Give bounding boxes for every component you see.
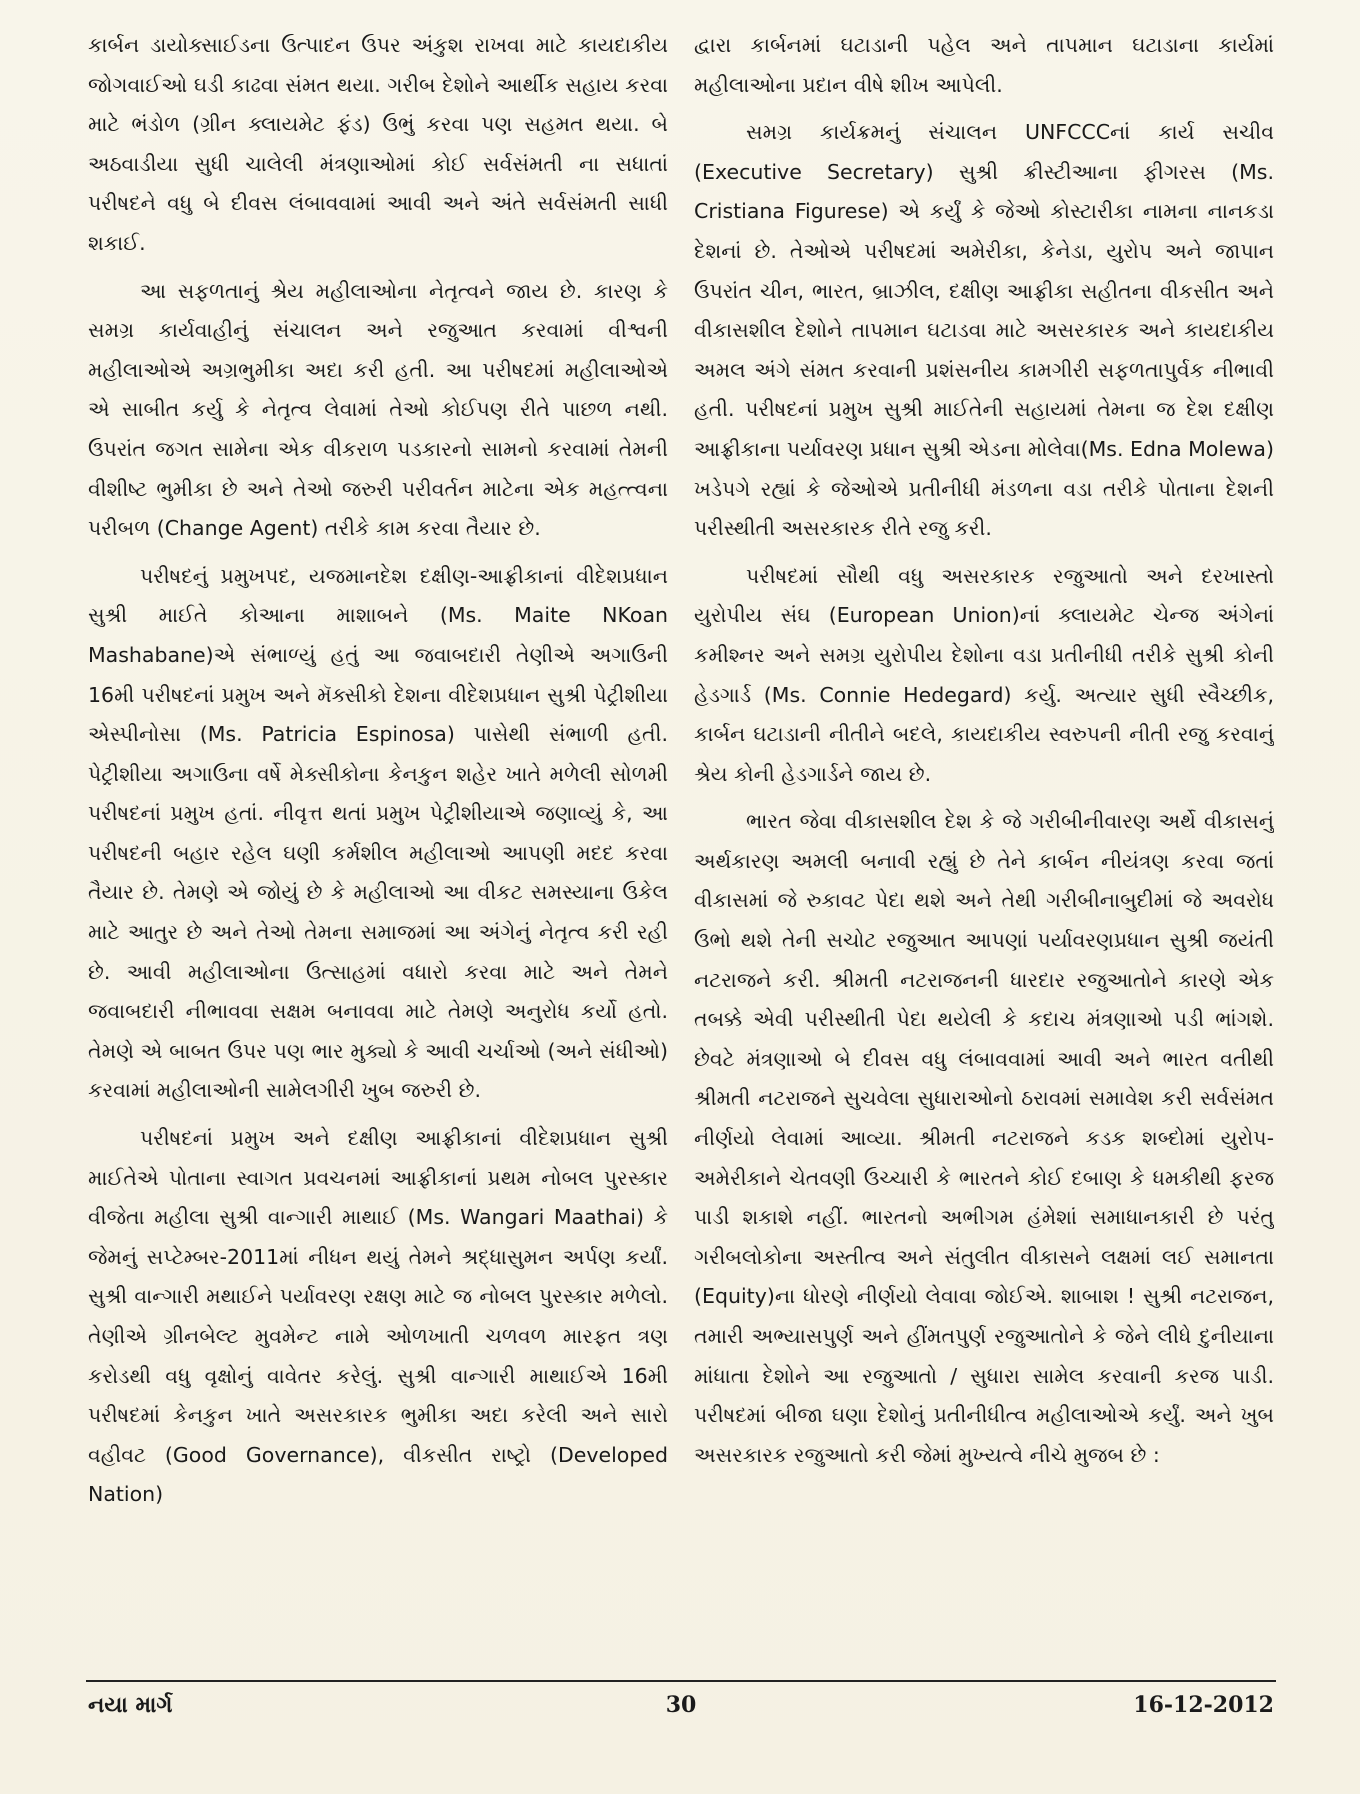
paragraph: સમગ્ર કાર્યક્રમનું સંચાલન UNFCCCનાં કાર્ય સચીવ (Executive Secretary) સુશ્રી ક્રીસ્ટીઆના ફીગરસ (Ms. Cristiana Figurese) એ કર્યું કે જેઓ કોસ્ટારીકા નામના નાનકડા દેશનાં છે. તેઓએ પરીષદમાં અમેરીકા, કેનેડા, યુરોપ અને જાપાન ઉપરાંત ચીન, ભારત, બ્રાઝીલ, દક્ષીણ આફ્રીકા સહીતના વીકસીત અને વીકાસશીલ દેશોને તાપમાન ઘટાડવા માટે અસરકારક અને કાયદાકીય અમલ અંગે સંમત કરવાની પ્રશંસનીય કામગીરી સફળતાપુર્વક નીભાવી હતી. પરીષદનાં પ્રમુખ સુશ્રી માઈતેની સહાયમાં તેમના જ દેશ દક્ષીણ આફ્રીકાના પર્યાવરણ પ્રધાન સુશ્રી એડના મોલેવા(Ms. Edna Molewa) ખડેપગે રહ્યાં કે જેઓએ પ્રતીનીધી મંડળના વડા તરીકે પોતાના દેશની પરીસ્થીતી અસરકારક રીતે રજુ કરી. xyxy=(694,120,1274,541)
paragraph: પરીષદનાં પ્રમુખ અને દક્ષીણ આફ્રીકાનાં વીદેશપ્રધાન સુશ્રી માઈતેએ પોતાના સ્વાગત પ્રવચનમાં આફ્રીકાનાં પ્રથમ નોબલ પુરસ્કાર વીજેતા મહીલા સુશ્રી વાન્ગારી માથાઈ (Ms. Wangari Maathai) કે જેમનું સપ્ટેમ્બર-2011માં નીધન થયું તેમને શ્રદ્ધાસુમન અર્પણ કર્યાં. સુશ્રી વાન્ગારી મથાઈને પર્યાવરણ રક્ષણ માટે જ નોબલ પુરસ્કાર મળેલો. તેણીએ ગ્રીનબેલ્ટ મુવમેન્ટ નામે ઓળખાતી ચળવળ મારફત ત્રણ કરોડથી વધુ વૃક્ષોનું વાવેતર કરેલું. સુશ્રી વાન્ગારી માથાઈએ 16મી પરીષદમાં કેનકુન ખાતે અસરકારક ભુમીકા અદા કરેલી અને સારો વહીવટ (Good Governance), વીકસીત રાષ્ટ્રો (Developed Nation) xyxy=(88,1126,668,1507)
paragraph: આ સફળતાનું શ્રેય મહીલાઓના નેતૃત્વને જાય છે. કારણ કે સમગ્ર કાર્યવાહીનું સંચાલન અને રજુઆત કરવામાં વીશ્વની મહીલાઓએ અગ્રભુમીકા અદા કરી હતી. આ પરીષદમાં મહીલાઓએ એ સાબીત કર્યુ કે નેતૃત્વ લેવામાં તેઓ કોઈપણ રીતે પાછળ નથી. ઉપરાંત જગત સામેના એક વીકરાળ પડકારનો સામનો કરવામાં તેમની વીશીષ્ટ ભુમીકા છે અને તેઓ જરુરી પરીવર્તન માટેના એક મહત્ત્વના પરીબળ (Change Agent) તરીકે કામ કરવા તૈયાર છે. xyxy=(88,278,668,541)
magazine-name: નયા માર્ગ xyxy=(88,1692,173,1718)
footer-divider xyxy=(86,1680,1276,1682)
issue-date: 16-12-2012 xyxy=(1133,1692,1274,1718)
paragraph: ભારત જેવા વીકાસશીલ દેશ કે જે ગરીબીનીવારણ અર્થે વીકાસનું અર્થકારણ અમલી બનાવી રહ્યું છે તેને કાર્બન નીયંત્રણ કરવા જતાં વીકાસમાં જે રુકાવટ પેદા થશે અને તેથી ગરીબીનાબુદીમાં જે અવરોધ ઉભો થશે તેની સચોટ રજુઆત આપણાં પર્યાવરણપ્રધાન સુશ્રી જયંતી નટરાજને કરી. શ્રીમતી નટરાજનની ધારદાર રજુઆતોને કારણે એક તબક્કે એવી પરીસ્થીતી પેદા થયેલી કે કદાચ મંત્રણાઓ પડી ભાંગશે. છેવટે મંત્રણાઓ બે દીવસ વધુ લંબાવવામાં આવી અને ભારત વતીથી શ્રીમતી નટરાજને સુચવેલા સુધારાઓનો ઠરાવમાં સમાવેશ કરી સર્વસંમત નીર્ણયો લેવામાં આવ્યા. શ્રીમતી નટરાજને કડક શબ્દોમાં યુરોપ-અમેરીકાને ચેતવણી ઉચ્ચારી કે ભારતને કોઈ દબાણ કે ધમકીથી ફરજ પાડી શકાશે નહીં. ભારતનો અભીગમ હંમેશાં સમાધાનકારી છે પરંતુ ગરીબલોકોના અસ્તીત્વ અને સંતુલીત વીકાસને લક્ષમાં લઈ સમાનતા (Equity)ના ધોરણે નીર્ણયો લેવાવા જોઈએ. શાબાશ ! સુશ્રી નટરાજન, તમારી અભ્યાસપુર્ણ અને હીંમતપુર્ણ રજુઆતોને કે જેને લીધે દુનીયાના માંધાતા દેશોને આ રજુઆતો / સુધારા સામેલ કરવાની કરજ પાડી. પરીષદમાં બીજા ઘણા દેશોનું પ્રતીનીધીત્વ મહીલાઓએ કર્યું. અને ખુબ અસરકારક રજુઆતો કરી જેમાં મુખ્યત્વે નીચે મુજબ છે : xyxy=(694,809,1274,1467)
paragraph: પરીષદનું પ્રમુખપદ, યજમાનદેશ દક્ષીણ-આફ્રીકાનાં વીદેશપ્રધાન સુશ્રી માઈતે કોઆના માશાબને (Ms. Maite NKoan Mashabane)એ સંભાળ્યું હતું આ જવાબદારી તેણીએ અગાઉની 16મી પરીષદનાં પ્રમુખ અને મૅક્સીકો દેશના વીદેશપ્રધાન સુશ્રી પેટ્રીશીયા એસ્પીનોસા (Ms. Patricia Espinosa) પાસેથી સંભાળી હતી. પેટ્રીશીયા અગાઉના વર્ષે મેક્સીકોના કેનકુન શહેર ખાતે મળેલી સોળમી પરીષદનાં પ્રમુખ હતાં. નીવૃત્ત થતાં પ્રમુખ પેટ્રીશીયાએ જણાવ્યું કે, આ પરીષદની બહાર રહેલ ઘણી કર્મશીલ મહીલાઓ આપણી મદદ કરવા તૈયાર છે. તેમણે એ જોયું છે કે મહીલાઓ આ વીકટ સમસ્યાના ઉકેલ માટે આતુર છે અને તેઓ તેમના સમાજમાં આ અંગેનું નેતૃત્વ કરી રહી છે. આવી મહીલાઓના ઉત્સાહમાં વધારો કરવા માટે અને તેમને જવાબદારી નીભાવવા સક્ષમ બનાવવા માટે તેમણે અનુરોધ કર્યો હતો. તેમણે એ બાબત ઉપર પણ ભાર મુક્યો કે આવી ચર્ચાઓ (અને સંધીઓ) કરવામાં મહીલાઓની સામેલગીરી ખુબ જરુરી છે. xyxy=(88,563,668,1103)
paragraph: કાર્બન ડાયોક્સાઈડના ઉત્પાદન ઉપર અંકુશ રાખવા માટે કાયદાકીય જોગવાઈઓ ઘડી કાઢવા સંમત થયા. ગરીબ દેશોને આર્થીક સહાય કરવા માટે ભંડોળ (ગ્રીન ક્લાયમેટ ફંડ) ઉભું કરવા પણ સહમત થયા. બે અઠવાડીયા સુધી ચાલેલી મંત્રણાઓમાં કોઈ સર્વસંમતી ના સધાતાં પરીષદને વધુ બે દીવસ લંબાવવામાં આવી અને અંતે સર્વસંમતી સાધી શકાઈ. xyxy=(88,33,668,255)
page-footer xyxy=(88,1692,1274,1722)
paragraph: પરીષદમાં સૌથી વધુ અસરકારક રજુઆતો અને દરખાસ્તો યુરોપીય સંઘ (European Union)નાં ક્લાયમેટ ચેન્જ અંગેનાં કમીશ્નર અને સમગ્ર યુરોપીય દેશોના વડા પ્રતીનીધી તરીકે સુશ્રી કોની હેડગાર્ડ (Ms. Connie Hedegard) કર્યુ. અત્યાર સુધી સ્વૈચ્છીક, કાર્બન ઘટાડાની નીતીને બદલે, કાયદાકીય સ્વરુપની નીતી રજુ કરવાનું શ્રેય કોની હેડગાર્ડને જાય છે. xyxy=(694,563,1274,786)
right-column xyxy=(694,26,1274,1666)
paragraph: દ્વારા કાર્બનમાં ઘટાડાની પહેલ અને તાપમાન ઘટાડાના કાર્યમાં મહીલાઓના પ્રદાન વીષે શીખ આપેલી. xyxy=(694,33,1274,97)
page-number: 30 xyxy=(665,1692,697,1718)
article-body xyxy=(88,26,1274,1666)
left-column xyxy=(88,26,668,1666)
